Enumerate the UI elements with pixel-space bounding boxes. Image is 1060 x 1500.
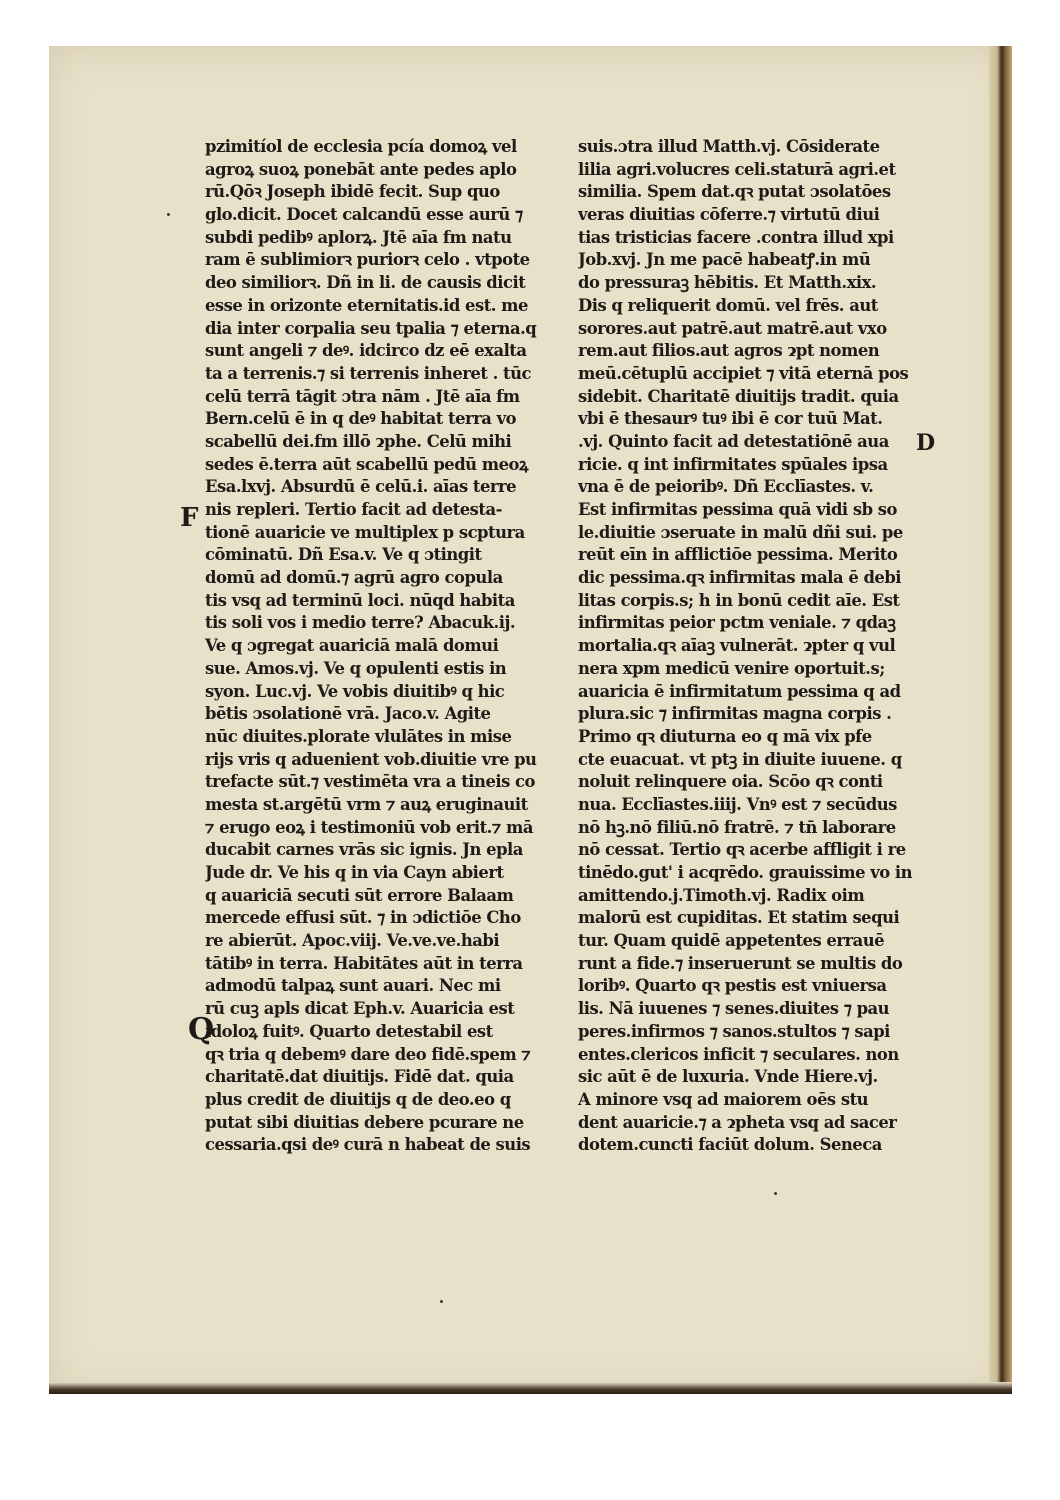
text-line: sue. Amos.vj. Ve q opulenti estis in: [205, 658, 507, 678]
text-line: qꝛ tria q debemꝰ dare deo fidē.spem ⁊: [205, 1044, 531, 1064]
text-line: sidebit. Charitatē diuitijs tradit. quia: [578, 386, 899, 406]
text-line: rū cuꝫ apls dicat Eph.v. Auaricia est: [205, 999, 515, 1019]
text-line: noluit relinquere oia. Scōo qꝛ conti: [578, 772, 883, 792]
ink-speck: [774, 1192, 777, 1195]
text-line: dia inter corpalia seu tpalia ⁊ eterna.q: [205, 318, 537, 338]
text-line: malorū est cupiditas. Et statim sequi: [578, 908, 900, 928]
text-line: idoloꝝ fuitꝰ. Quarto detestabil est: [205, 1021, 493, 1041]
text-line: celū terrā tāgit ɔtra nām . Jtē aīa fm: [205, 386, 520, 406]
text-line: Jude dr. Ve his q in via Cayn abiert: [205, 863, 504, 882]
text-line: similia. Spem dat.qꝛ putat ɔsolatōes: [578, 182, 891, 202]
text-line: agroꝝ suoꝝ ponebāt ante pedes aplo: [205, 159, 517, 179]
text-line: infirmitas peior pctm veniale. ⁊ qdaꝫ: [578, 613, 896, 633]
text-line: bētis ɔsolationē vrā. Jaco.v. Agite: [205, 704, 491, 724]
text-line: ram ē sublimiorꝛ puriorꝛ celo . vtpote: [205, 250, 530, 270]
text-line: re abierūt. Apoc.viij. Ve.ve.ve.habi: [205, 931, 500, 951]
text-line: ta a terrenis.⁊ si terrenis inheret . tūc: [205, 363, 532, 383]
ink-speck: [440, 1300, 443, 1303]
text-line: dent auaricie.⁊ a ɂpheta vsq ad sacer: [578, 1112, 897, 1132]
text-line: q auariciā secuti sūt errore Balaam: [205, 885, 514, 905]
text-line: dic pessima.qꝛ infirmitas mala ē debi: [578, 568, 902, 588]
text-line: glo.dicit. Docet calcandū esse aurū ⁊: [205, 205, 523, 225]
text-line: Esa.lxvj. Absurdū ē celū.i. aīas terre: [205, 477, 517, 497]
text-line: Ve q ɔgregat auariciā malā domui: [205, 636, 499, 656]
text-line: nera xpm medicū venire oportuit.s;: [578, 658, 885, 678]
text-line: domū ad domū.⁊ agrū agro copula: [205, 568, 503, 588]
text-line: loribꝰ. Quarto qꝛ pestis est vniuersa: [578, 976, 887, 996]
text-line: admodū talpaꝝ sunt auari. Nec mi: [205, 976, 501, 996]
text-line: nua. Ecclīastes.iiij. Vnꝰ est ⁊ secūdus: [578, 794, 897, 814]
text-line: tinēdo.gut' i acqrēdo. grauissime vo in: [578, 863, 913, 882]
text-line: le.diuitie ɔseruate in malū dñi sui. pe: [578, 522, 903, 542]
text-line: mercede effusi sūt. ⁊ in ɔdictiōe Cho: [205, 908, 521, 928]
text-line: entes.clericos inficit ⁊ seculares. non: [578, 1044, 899, 1064]
text-line: cessaria.qsi deꝰ curā n habeat de suis: [205, 1135, 531, 1155]
text-line: charitatē.dat diuitijs. Fidē dat. quia: [205, 1067, 514, 1087]
marginal-initial-f: F: [180, 503, 199, 533]
text-line: tis vsq ad terminū loci. nūqd habita: [205, 590, 515, 610]
text-column-left: [205, 136, 565, 1157]
text-line: pzimitíol de ecclesia pcía domoꝝ vel: [205, 137, 517, 156]
text-line: ducabit carnes vrās sic ignis. Jn epla: [205, 840, 523, 860]
text-line: tur. Quam quidē appetentes errauē: [578, 931, 885, 951]
text-line: A minore vsq ad maiorem oēs stu: [578, 1089, 869, 1109]
marginal-initial-q: Q: [188, 1012, 215, 1047]
text-line: vna ē de peioribꝰ. Dñ Ecclīastes. v.: [578, 477, 874, 497]
text-line: tias tristicias facere .contra illud xpi: [578, 227, 894, 247]
text-line: deo similiorꝛ. Dñ in li. de causis dicit: [205, 273, 526, 293]
text-line: rem.aut filios.aut agros ɂpt nomen: [578, 341, 880, 361]
text-line: reūt eīn in afflictiōe pessima. Merito: [578, 545, 898, 565]
text-line: sorores.aut patrē.aut matrē.aut vxo: [578, 318, 887, 338]
text-line: peres.infirmos ⁊ sanos.stultos ⁊ sapi: [578, 1021, 890, 1041]
text-line: cte euacuat. vt ptꝫ in diuite iuuene. q: [578, 749, 902, 769]
text-line: esse in orizonte eternitatis.id est. me: [205, 295, 528, 315]
text-line: tis soli vos i medio terre? Abacuk.ij.: [205, 613, 516, 633]
text-line: plura.sic ⁊ infirmitas magna corpis .: [578, 704, 892, 724]
text-line: putat sibi diuitias debere pcurare ne: [205, 1112, 524, 1132]
text-line: nō hꝫ.nō filiū.nō fratrē. ⁊ tn̄ laborare: [578, 817, 896, 837]
text-line: trefacte sūt.⁊ vestimēta vra a tineis co: [205, 772, 535, 792]
text-line: tionē auaricie ve multiplex p scptura: [205, 522, 525, 542]
text-line: lis. Nā iuuenes ⁊ senes.diuites ⁊ pau: [578, 999, 890, 1019]
text-line: cōminatū. Dñ Esa.v. Ve q ɔtingit: [205, 545, 482, 565]
text-line: mortalia.qꝛ aīaꝫ vulnerāt. ɂpter q vul: [578, 636, 896, 656]
text-line: ricie. q int infirmitates spūales ipsa: [578, 454, 888, 474]
text-line: nis repleri. Tertio facit ad detesta-: [205, 500, 502, 519]
text-line: rijs vris q aduenient vob.diuitie vre pu: [205, 749, 537, 769]
text-line: sic aūt ē de luxuria. Vnde Hiere.vj.: [578, 1067, 878, 1087]
text-line: Primo qꝛ diuturna eo q mā vix pfe: [578, 726, 872, 746]
text-line: Bern.celū ē in q deꝰ habitat terra vo: [205, 409, 517, 429]
text-line: Est infirmitas pessima quā vidi sb so: [578, 500, 897, 519]
ink-speck: [167, 213, 170, 216]
text-line: plus credit de diuitijs q de deo.eo q: [205, 1089, 511, 1109]
text-line: runt a fide.⁊ inseruerunt se multis do: [578, 953, 903, 973]
text-line: nō cessat. Tertio qꝛ acerbe affligit i re: [578, 840, 906, 860]
book-spine: [989, 46, 1012, 1394]
text-line: nūc diuites.plorate vlulātes in mise: [205, 726, 512, 746]
text-line: lilia agri.volucres celi.staturā agri.et: [578, 159, 896, 179]
text-line: litas corpis.s; h in bonū cedit aīe. Est: [578, 590, 900, 610]
text-line: syon. Luc.vj. Ve vobis diuitibꝰ q hic: [205, 681, 505, 701]
marginal-mark-right: D: [916, 430, 936, 456]
text-line: Job.xvj. Jn me pacē habeatꝭ.in mū: [578, 250, 871, 270]
text-line: dotem.cuncti faciūt dolum. Seneca: [578, 1135, 882, 1155]
text-line: .vj. Quinto facit ad detestatiōnē aua: [578, 431, 889, 451]
text-line: tātibꝰ in terra. Habitātes aūt in terra: [205, 953, 523, 973]
text-line: do pressuraꝫ hēbitis. Et Matth.xix.: [578, 273, 877, 293]
text-line: amittendo.j.Timoth.vj. Radix oim: [578, 885, 865, 905]
text-line: ⁊ erugo eoꝝ i testimoniū vob erit.⁊ mā: [205, 817, 533, 837]
text-line: meū.cētuplū accipiet ⁊ vitā eternā pos: [578, 363, 909, 383]
text-line: sunt angeli ⁊ deꝰ. idcirco dz eē exalta: [205, 341, 527, 361]
text-line: mesta st.argētū vrm ⁊ auꝝ eruginauit: [205, 794, 528, 814]
text-column-right: [578, 136, 938, 1157]
text-line: vbi ē thesaurꝰ tuꝰ ibi ē cor tuū Mat.: [578, 409, 883, 429]
text-line: rū.Qōꝛ Joseph ibidē fecit. Sup quo: [205, 182, 500, 202]
text-line: auaricia ē infirmitatum pessima q ad: [578, 681, 901, 701]
text-line: Dis q reliquerit domū. vel frēs. aut: [578, 295, 878, 315]
text-line: suis.ɔtra illud Matth.vj. Cōsiderate: [578, 137, 880, 156]
text-line: scabellū dei.fm illō ɂphe. Celū mihi: [205, 431, 512, 451]
text-line: veras diuitias cōferre.⁊ virtutū diui: [578, 205, 880, 225]
text-line: sedes ē.terra aūt scabellū pedū meoꝝ: [205, 454, 528, 474]
text-line: subdi pedibꝰ aplorꝝ. Jtē aīa fm natu: [205, 227, 512, 247]
page-bottom-edge: [49, 1382, 1012, 1394]
